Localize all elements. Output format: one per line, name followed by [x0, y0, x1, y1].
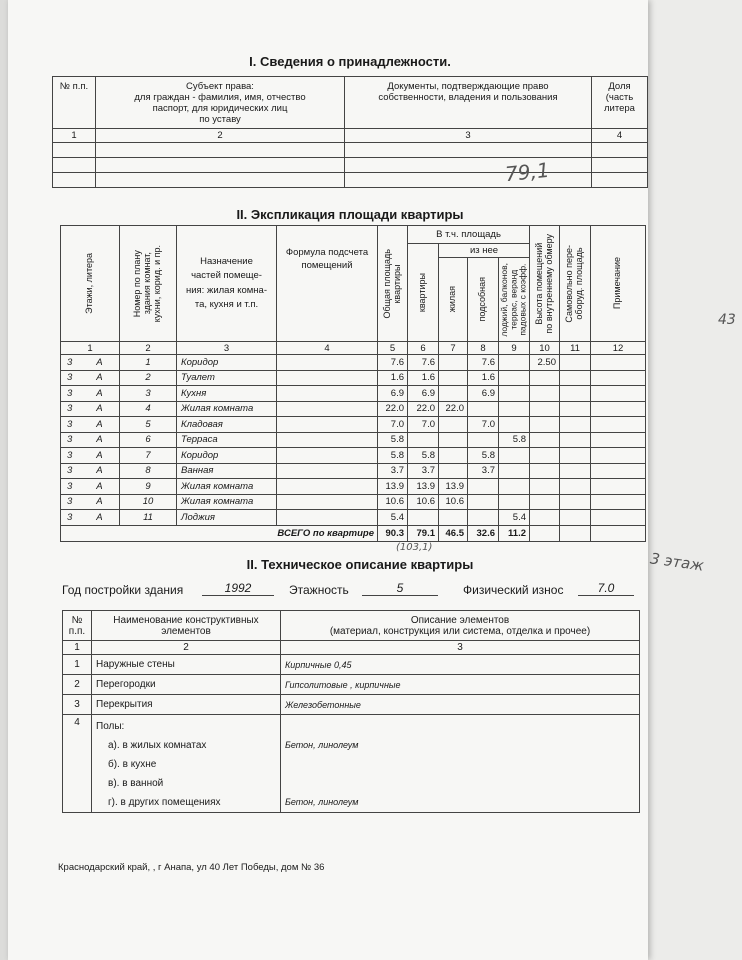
header-selfbuilt: Самовольно пере- оборуд. площадь — [560, 226, 591, 342]
floor-handwritten-note: 3 этаж — [649, 549, 705, 575]
column-numbers-row: 1 2 3 4 5 6 7 8 9 10 11 12 — [61, 342, 646, 355]
col-number: 2 — [96, 129, 345, 143]
floors-label: Этажность — [289, 583, 349, 597]
technical-description-table: № п.п. Наименование конструктивных элементов Описание элементов (материал, конструкция или система, отделка и прочее) 1 2 3 1 Наружные стены Кирпичные 0,45 2 Перегородки Гипсолитовые , кирпичные 3 Перекрытия Железобетонные 4 Полы: а). в жилых комнатах б). в кухне в). в ванной г). в других помещениях Бетон, линолеум Бетон, линолеум — [62, 610, 640, 813]
col-header-no: № п.п. — [53, 77, 96, 129]
header-purpose: Назначение частей помеще- ния: жилая комна- та, кухня и т.п. — [177, 226, 277, 342]
total-row: ВСЕГО по квартире 90.3 79.1 46.5 32.6 11.2 — [61, 525, 646, 541]
handwritten-area: 79,1 — [503, 157, 551, 187]
table-row: 2 Перегородки Гипсолитовые , кирпичные — [63, 675, 640, 695]
table-row: 3 Перекрытия Железобетонные — [63, 695, 640, 715]
address: Краснодарский край, , г Анапа, ул 40 Лет Победы, дом № 36 — [58, 862, 325, 873]
header-loggia: лоджий, балконов, террас, веранд падовых с коэфф. — [499, 258, 530, 342]
header-note: Примечание — [591, 226, 646, 342]
table-row: 3 А 11 Лоджия 5.4 5.4 — [61, 510, 646, 526]
header-of-which: из нее — [439, 244, 530, 258]
col-number: 3 — [345, 129, 592, 143]
table-row: 3 А 10 Жилая комната 10.6 10.6 10.6 — [61, 494, 646, 510]
header-element: Наименование конструктивных элементов — [92, 611, 281, 641]
table-row: 3 А 4 Жилая комната 22.0 22.0 22.0 — [61, 401, 646, 417]
header-floor: Этажи, литера — [61, 226, 120, 342]
header-height: Высота помещений по внутреннему обмеру — [530, 226, 560, 342]
year-value: 1992 — [202, 581, 274, 596]
table-row: 3 А 8 Ванная 3.7 3.7 3.7 — [61, 463, 646, 479]
header-description: Описание элементов (материал, конструкция или система, отделка и прочее) — [281, 611, 640, 641]
table-row: 3 А 2 Туалет 1.6 1.6 1.6 — [61, 370, 646, 386]
section1-title: I. Сведения о принадлежности. — [249, 54, 451, 69]
wear-value: 7.0 — [578, 581, 634, 596]
col-header-share: Доля (часть литера — [592, 77, 648, 129]
col-header-documents: Документы, подтверждающие право собственности, владения и пользования — [345, 77, 592, 129]
table-row: 3 А 9 Жилая комната 13.9 13.9 13.9 — [61, 479, 646, 495]
side-handwritten-note: 43 — [718, 312, 736, 328]
header-incl: В т.ч. площадь — [408, 226, 530, 244]
header-aux: подсобная — [468, 258, 499, 342]
section2-title: II. Экспликация площади квартиры — [236, 207, 464, 222]
header-flat: квартиры — [408, 244, 439, 342]
header-living: жилая — [439, 258, 468, 342]
table-row: 3 А 5 Кладовая 7.0 7.0 7.0 — [61, 417, 646, 433]
area-explication-table — [60, 225, 646, 542]
col-number: 4 — [592, 129, 648, 143]
handwritten-total: (103,1) — [396, 542, 433, 553]
table-row: 3 А 3 Кухня 6.9 6.9 6.9 — [61, 386, 646, 402]
table-row: 3 А 1 Коридор 7.6 7.6 7.6 2.50 — [61, 355, 646, 371]
col-number: 1 — [53, 129, 96, 143]
year-label: Год постройки здания — [62, 583, 184, 597]
header-formula: Формула подсчета помещений — [277, 226, 378, 342]
floors-row: 4 Полы: а). в жилых комнатах б). в кухне в). в ванной г). в других помещениях Бетон, линолеум Бетон, линолеум — [63, 715, 640, 813]
col-header-subject: Субъект права: для граждан - фамилия, имя, отчество паспорт, для юридических лиц по уставу — [96, 77, 345, 129]
ownership-table — [52, 76, 648, 188]
header-plan-no: Номер по плану здания комнат, кухни, корид. и пр. — [120, 226, 177, 342]
header-total-area: Общая площадь квартиры — [378, 226, 408, 342]
table-row: 3 А 6 Терраса 5.8 5.8 — [61, 432, 646, 448]
section3-title: II. Техническое описание квартиры — [246, 557, 474, 572]
table-row: 3 А 7 Коридор 5.8 5.8 5.8 — [61, 448, 646, 464]
floors-value: 5 — [362, 581, 438, 596]
underlying-sheet — [640, 0, 742, 960]
table-row: 1 Наружные стены Кирпичные 0,45 — [63, 655, 640, 675]
wear-label: Физический износ — [463, 583, 564, 597]
header-no: № п.п. — [63, 611, 92, 641]
